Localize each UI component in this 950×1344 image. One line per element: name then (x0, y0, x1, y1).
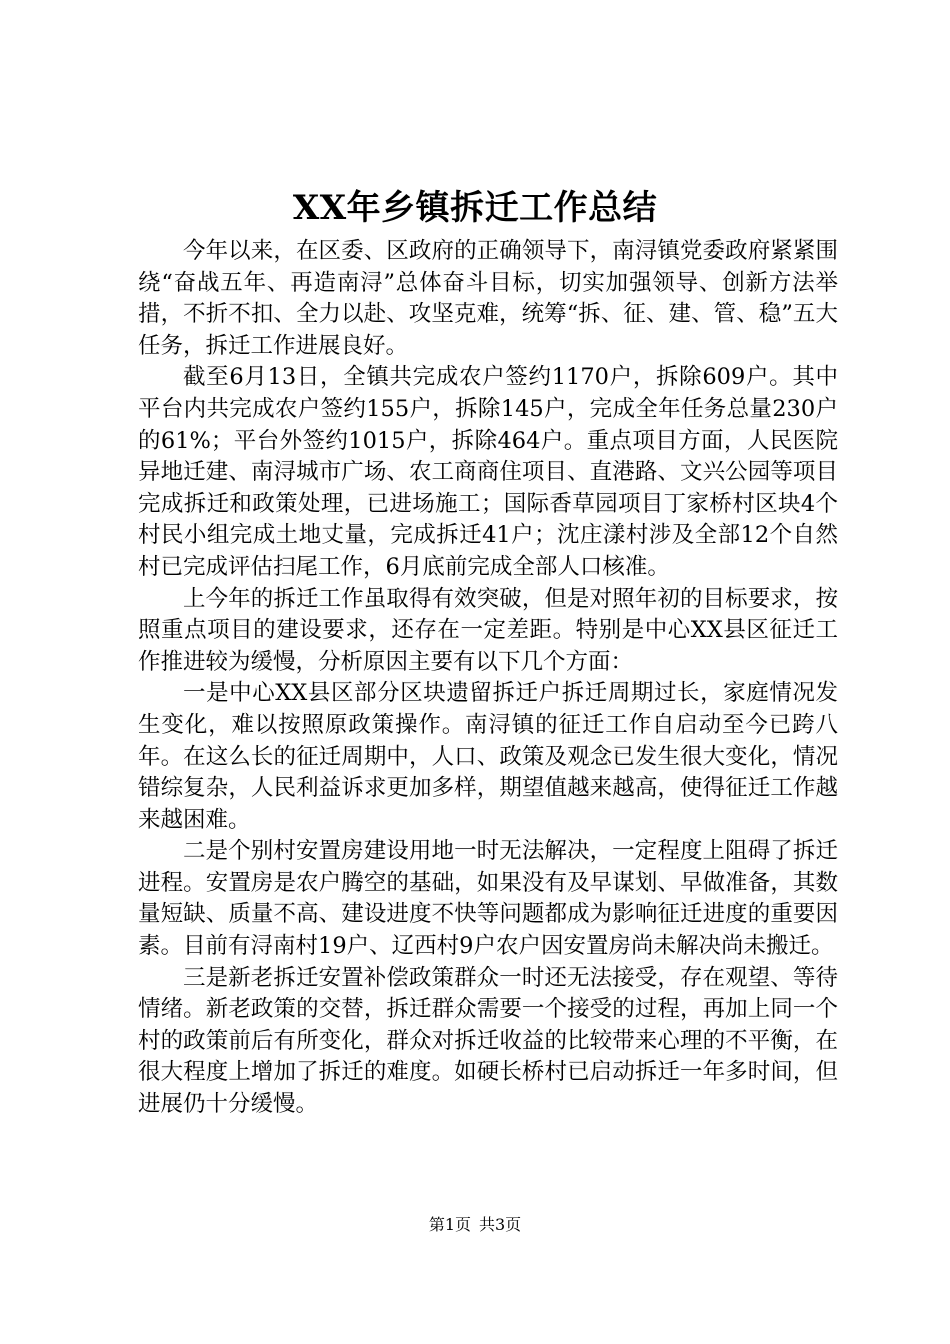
paragraph-gap: 上今年的拆迁工作虽取得有效突破，但是对照年初的目标要求，按照重点项目的建设要求，还存在一定差距。特别是中心XX县区征迁工作推进较为缓慢，分析原因主要有以下几个方面： (138, 585, 838, 675)
paragraph-progress: 截至6月13日，全镇共完成农户签约1170户，拆除609户。其中平台内共完成农户签约155户，拆除145户，完成全年任务总量230户的61%；平台外签约1015户，拆除464户。重点项目方面，人民医院异地迁建、南浔城市广场、农工商商住项目、直港路、文兴公园等项目完成拆迁和政策处理，已进场施工；国际香草园项目丁家桥村区块4个村民小组完成土地丈量，完成拆迁41户；沈庄漾村涉及全部12个自然村已完成评估扫尾工作，6月底前完成全部人口核准。 (138, 364, 838, 580)
paragraph-reason-one: 一是中心XX县区部分区块遗留拆迁户拆迁周期过长，家庭情况发生变化，难以按照原政策操作。南浔镇的征迁工作自启动至今已跨八年。在这么长的征迁周期中，人口、政策及观念已发生很大变化，情况错综复杂，人民利益诉求更加多样，期望值越来越高，使得征迁工作越来越困难。 (138, 680, 838, 833)
paragraph-reason-three: 三是新老拆迁安置补偿政策群众一时还无法接受，存在观望、等待情绪。新老政策的交替，拆迁群众需要一个接受的过程，再加上同一个村的政策前后有所变化，群众对拆迁收益的比较带来心理的不平衡，在很大程度上增加了拆迁的难度。如硬长桥村已启动拆迁一年多时间，但进展仍十分缓慢。 (138, 964, 838, 1118)
document-body (138, 236, 838, 1121)
page-count: 共3页 (479, 1215, 522, 1234)
page-number: 第1页 (428, 1215, 471, 1234)
paragraph-reason-two: 二是个别村安置房建设用地一时无法解决，一定程度上阻碍了拆迁进程。安置房是农户腾空的基础，如果没有及早谋划、早做准备，其数量短缺、质量不高、建设进度不快等问题都成为影响征迁进度的重要因素。目前有浔南村19户、辽西村9户农户因安置房尚未解决尚未搬迁。 (138, 838, 838, 960)
document-title: XX年乡镇拆迁工作总结 (292, 188, 658, 228)
paragraph-intro: 今年以来，在区委、区政府的正确领导下，南浔镇党委政府紧紧围绕“奋战五年、再造南浔”总体奋斗目标，切实加强领导、创新方法举措，不折不扣、全力以赴、攻坚克难，统筹“拆、征、建、管、稳”五大任务，拆迁工作进展良好。 (138, 238, 838, 359)
page-footer (0, 1214, 950, 1236)
